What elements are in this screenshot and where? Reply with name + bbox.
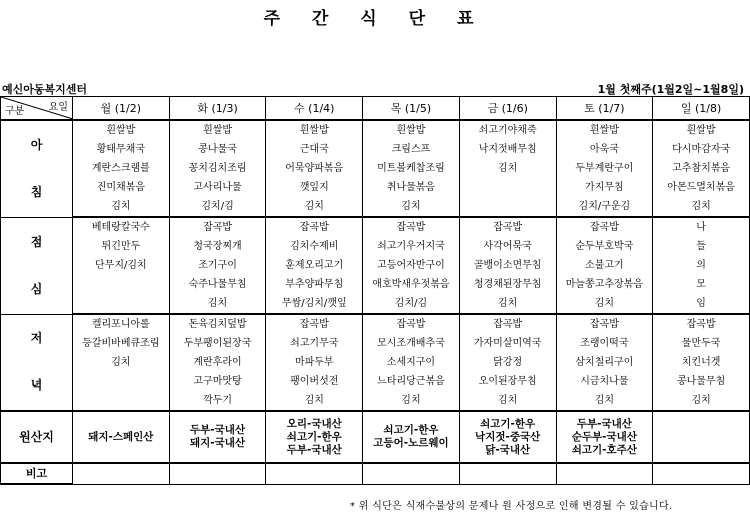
menu-row [1,178,750,197]
meal-label-char: 점 [30,234,43,249]
note-cell [73,463,170,484]
menu-item: 흰쌀밥 [653,120,750,140]
menu-item: 계란스크램블 [73,159,170,178]
note-cell [459,463,556,484]
menu-item: 물만두국 [653,334,750,353]
menu-item: 김치 [459,159,556,178]
menu-item: 콩나물국 [169,140,266,159]
day-header: 토 (1/7) [556,97,653,121]
origin-line: 낙지젓-중국산 [475,430,541,443]
menu-item: 김치 [653,391,750,411]
menu-item: 김치 [363,391,460,411]
menu-item: 단무지/김치 [73,256,170,275]
menu-item: 잡곡밥 [266,314,363,334]
menu-item: 무쌈/김치/깻잎 [266,294,363,314]
menu-item: 계란후라이 [169,353,266,372]
menu-item: 김치수제비 [266,237,363,256]
menu-item [73,294,170,314]
menu-item [73,391,170,411]
menu-item: 쇠고기우거지국 [363,237,460,256]
menu-row [1,391,750,411]
menu-body [1,120,750,411]
menu-item: 켈리포니아롤 [73,314,170,334]
menu-item: 근대국 [266,140,363,159]
menu-item: 김치 [266,391,363,411]
menu-item [73,275,170,294]
menu-item: 김치/김 [169,197,266,217]
menu-item: 김치 [266,197,363,217]
origin-line: 두부-국내산 [576,417,632,430]
menu-row [1,314,750,334]
menu-item [459,197,556,217]
menu-item: 조기구이 [169,256,266,275]
menu-item: 부추양파무침 [266,275,363,294]
origin-line: 고등어-노르웨이 [373,437,449,449]
page-title: 주 간 식 단 표 [263,9,487,29]
menu-item: 베테랑칼국수 [73,217,170,237]
menu-item: 취나물볶음 [363,178,460,197]
origin-line: 두부-국내산 [286,443,342,456]
day-header: 수 (1/4) [266,97,363,121]
menu-item: 흰쌀밥 [266,120,363,140]
menu-item: 잡곡밥 [556,314,653,334]
note-label: 비고 [1,463,73,484]
corner-cell [1,97,73,121]
meal-label-char: 녁 [30,378,43,393]
day-header: 월 (1/2) [73,97,170,121]
origin-line: 오리-국내산 [286,417,342,430]
origin-line: 돼지-스페인산 [88,430,154,443]
origin-cell [266,411,363,463]
menu-row [1,275,750,294]
origin-cell [73,411,170,463]
menu-item: 김치 [459,391,556,411]
note-cell [169,463,266,484]
origin-line: 돼지-국내산 [190,437,246,449]
menu-item: 잡곡밥 [556,217,653,237]
menu-item: 낙지젓배무침 [459,140,556,159]
menu-item [73,372,170,391]
menu-item: 느타리당근볶음 [363,372,460,391]
meal-label [1,217,73,314]
menu-item: 황태무채국 [73,140,170,159]
meal-label-char: 침 [30,184,43,199]
menu-item: 흰쌀밥 [556,120,653,140]
corner-category-label: 구분 [5,106,25,117]
menu-item: 김치/김 [363,294,460,314]
meal-label-char: 아 [30,137,43,152]
menu-item: 어묵양파볶음 [266,159,363,178]
menu-item: 고사리나물 [169,178,266,197]
corner-day-label: 요일 [48,102,68,113]
header-row [1,97,750,121]
day-header: 금 (1/6) [459,97,556,121]
menu-item: 마늘쫑고추장볶음 [556,275,653,294]
note-row [1,463,750,484]
menu-item: 김치 [73,197,170,217]
meal-label [1,120,73,217]
day-header: 목 (1/5) [363,97,460,121]
menu-item: 진미채볶음 [73,178,170,197]
menu-item: 고구마맛탕 [169,372,266,391]
menu-item: 김치 [556,294,653,314]
menu-item: 청경채된장무침 [459,275,556,294]
origin-label: 원산지 [1,411,73,463]
origin-cell [653,411,750,463]
menu-item: 들 [653,237,750,256]
menu-item: 고등어자반구이 [363,256,460,275]
menu-item: 팽이버섯전 [266,372,363,391]
day-header: 화 (1/3) [169,97,266,121]
menu-item: 청국장찌개 [169,237,266,256]
menu-item: 흰쌀밥 [73,120,170,140]
origin-line: 순두부-국내산 [571,430,637,443]
menu-item: 고추참치볶음 [653,159,750,178]
origin-cell [556,411,653,463]
note-cell [266,463,363,484]
menu-item: 흰쌀밥 [169,120,266,140]
menu-item: 꽁치김치조림 [169,159,266,178]
menu-item: 깍두기 [169,391,266,411]
origin-cell [459,411,556,463]
origin-line: 쇠고기-호주산 [571,443,637,456]
note-cell [363,463,460,484]
menu-item: 소불고기 [556,256,653,275]
menu-item: 가자미살미역국 [459,334,556,353]
menu-item: 돈육김치덮밥 [169,314,266,334]
menu-item: 김치 [363,197,460,217]
menu-item: 잡곡밥 [363,217,460,237]
origin-line: 쇠고기-한우 [286,430,342,443]
menu-item: 모 [653,275,750,294]
menu-item: 오이된장무침 [459,372,556,391]
menu-item: 잡곡밥 [653,314,750,334]
meal-label [1,314,73,411]
menu-item: 소세지구이 [363,353,460,372]
menu-item: 김치 [556,391,653,411]
menu-item: 등갈비바베큐조림 [73,334,170,353]
menu-item: 마파두부 [266,353,363,372]
menu-row [1,372,750,391]
menu-row [1,120,750,140]
menu-item: 잡곡밥 [169,217,266,237]
menu-item: 김치 [459,294,556,314]
menu-item: 깻잎지 [266,178,363,197]
menu-row [1,140,750,159]
menu-item: 두부팽이된장국 [169,334,266,353]
menu-item: 김치 [73,353,170,372]
menu-item: 모시조개배추국 [363,334,460,353]
menu-item: 의 [653,256,750,275]
menu-item: 시금치나물 [556,372,653,391]
menu-item: 숙주나물무침 [169,275,266,294]
menu-row [1,256,750,275]
menu-row [1,159,750,178]
menu-item: 순두부호박국 [556,237,653,256]
menu-item: 치킨너겟 [653,353,750,372]
menu-item: 두부계란구이 [556,159,653,178]
note-cell [556,463,653,484]
menu-item: 잡곡밥 [363,314,460,334]
center-name: 예신아동복지센터 [2,83,88,96]
menu-item: 나 [653,217,750,237]
menu-row [1,294,750,314]
menu-item: 훈제오리고기 [266,256,363,275]
menu-item: 김치 [169,294,266,314]
menu-row [1,334,750,353]
origin-cell [169,411,266,463]
menu-item: 아욱국 [556,140,653,159]
menu-item: 튀긴만두 [73,237,170,256]
meal-label-char: 심 [30,281,43,296]
origin-cell [363,411,460,463]
menu-item: 쇠고기야채죽 [459,120,556,140]
menu-row [1,237,750,256]
menu-item: 사각어묵국 [459,237,556,256]
menu-item: 쇠고기무국 [266,334,363,353]
menu-row [1,217,750,237]
menu-item: 가지무침 [556,178,653,197]
menu-item: 흰쌀밥 [363,120,460,140]
menu-item: 크림스프 [363,140,460,159]
menu-item: 다시마감자국 [653,140,750,159]
origin-line: 쇠고기-한우 [480,417,536,430]
meal-label-char: 저 [30,331,43,346]
menu-item: 닭강정 [459,353,556,372]
menu-item [459,178,556,197]
menu-table [0,96,750,485]
origin-row [1,411,750,463]
notice-text: * 위 식단은 식재수불상의 문제나 원 사정으로 인해 변경될 수 있습니다. [350,501,673,512]
menu-item: 골뱅이소면무침 [459,256,556,275]
menu-item: 김치/구운김 [556,197,653,217]
origin-line: 두부-국내산 [190,424,246,436]
menu-item: 김치 [653,197,750,217]
menu-item: 잡곡밥 [266,217,363,237]
menu-item: 조랭이떡국 [556,334,653,353]
menu-row [1,197,750,217]
menu-item: 콩나물무침 [653,372,750,391]
origin-line: 닭-국내산 [485,443,531,456]
day-header: 일 (1/8) [653,97,750,121]
menu-item: 미트볼케찹조림 [363,159,460,178]
note-cell [653,463,750,484]
menu-item: 잡곡밥 [459,314,556,334]
menu-item: 아몬드멸치볶음 [653,178,750,197]
menu-item: 임 [653,294,750,314]
week-label: 1월 첫째주(1월2일~1월8일) [597,83,744,96]
menu-item: 애호박새우젓볶음 [363,275,460,294]
menu-item: 잡곡밥 [459,217,556,237]
menu-item: 삼치칠리구이 [556,353,653,372]
origin-line: 쇠고기-한우 [383,424,439,436]
menu-row [1,353,750,372]
